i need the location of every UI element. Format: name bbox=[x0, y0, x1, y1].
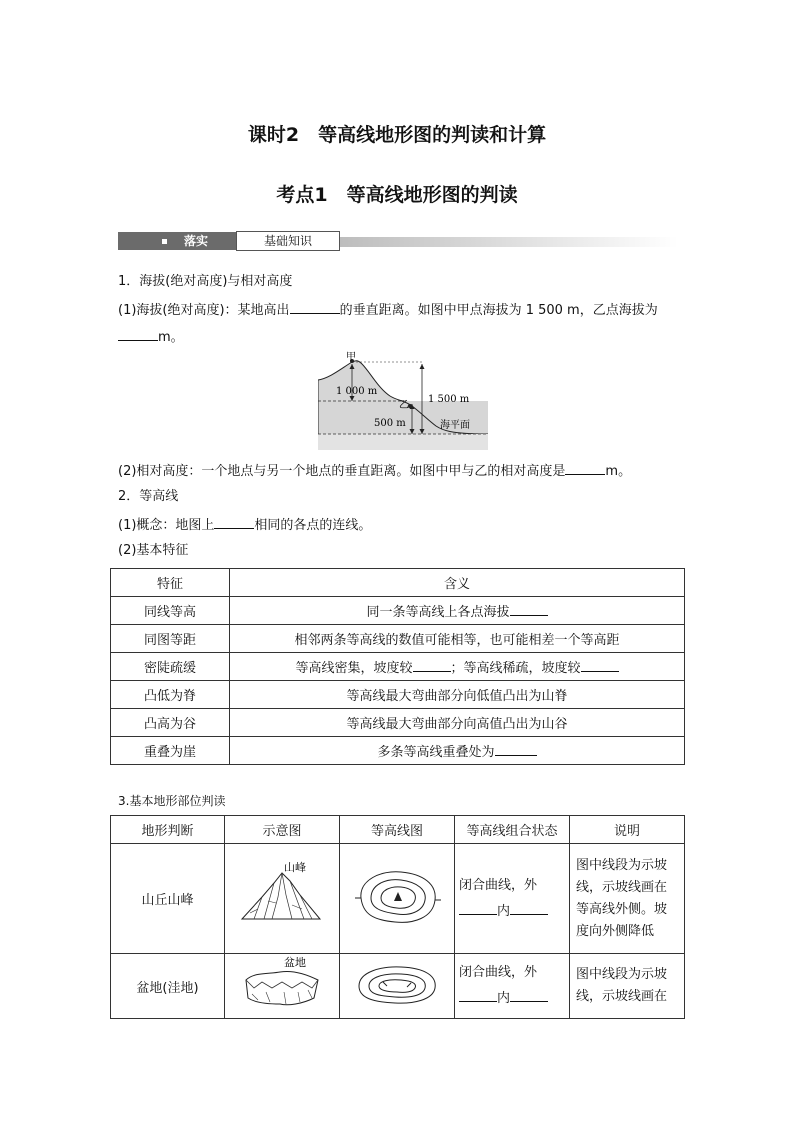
note-line: 等高线外侧。坡 bbox=[576, 901, 668, 917]
sketch-label: 盆地 bbox=[284, 956, 306, 969]
note-line: 图中线段为示坡 bbox=[576, 857, 668, 873]
sketch-cell bbox=[225, 844, 340, 954]
table-row bbox=[111, 954, 685, 1019]
note-line: 度向外侧降低 bbox=[576, 923, 655, 939]
meaning-text: 同一条等高线上各点海拔 bbox=[366, 605, 510, 620]
peak-contour-map bbox=[347, 862, 447, 932]
concept-text-b: 相同的各点的连线。 bbox=[254, 518, 372, 533]
note-line: 线，示坡线画在 bbox=[576, 989, 668, 1004]
answer-blank bbox=[510, 988, 548, 1002]
topic-title: 考点1 等高线地形图的判读 bbox=[276, 184, 518, 206]
answer-blank bbox=[459, 901, 497, 915]
feature-cell: 重叠为崖 bbox=[111, 737, 230, 765]
state-cell bbox=[455, 844, 570, 954]
mountain-peak-sketch bbox=[232, 857, 332, 937]
section-banner bbox=[118, 231, 678, 251]
feature-cell: 凸高为谷 bbox=[111, 709, 230, 737]
meaning-text: 多条等高线重叠处为 bbox=[377, 745, 495, 760]
banner-gradient-bar bbox=[340, 237, 678, 247]
label-1000m: 1 000 m bbox=[336, 386, 378, 397]
answer-blank bbox=[565, 461, 605, 475]
basin-sketch bbox=[232, 954, 332, 1014]
table-header: 等高线图 bbox=[340, 816, 455, 844]
note-line: 线，示坡线画在 bbox=[576, 879, 668, 895]
feature-cell: 同线等高 bbox=[111, 597, 230, 625]
banner-tag bbox=[118, 232, 236, 250]
table-row bbox=[111, 681, 685, 709]
answer-blank bbox=[290, 300, 340, 314]
table-header: 地形判断 bbox=[111, 816, 225, 844]
feature-cell: 同图等距 bbox=[111, 625, 230, 653]
terrain-cell: 盆地(洼地) bbox=[111, 954, 225, 1019]
sketch-cell bbox=[225, 954, 340, 1019]
banner-tag-label: 落实 bbox=[184, 234, 209, 248]
altitude-figure bbox=[318, 350, 488, 450]
contour-cell bbox=[340, 954, 455, 1019]
note-cell bbox=[570, 844, 685, 954]
concept-text-a: (1)概念：地图上 bbox=[118, 518, 215, 533]
answer-blank bbox=[510, 602, 548, 616]
label-1500m: 1 500 m bbox=[428, 394, 470, 405]
state-text: 内 bbox=[497, 903, 511, 919]
meaning-cell bbox=[230, 597, 685, 625]
p2-text-a: (2)相对高度：一个地点与另一个地点的垂直距离。如图中甲与乙的相对高度是 bbox=[118, 464, 566, 479]
section2-paragraph1 bbox=[118, 515, 371, 535]
table-row bbox=[111, 709, 685, 737]
answer-blank bbox=[495, 742, 537, 756]
table-row bbox=[111, 625, 685, 653]
square-bullet-icon bbox=[162, 239, 167, 244]
p1-text-c: m。 bbox=[158, 330, 184, 345]
section2-paragraph2: (2)基本特征 bbox=[118, 543, 189, 558]
feature-cell: 密陡疏缓 bbox=[111, 653, 230, 681]
table-header: 说明 bbox=[570, 816, 685, 844]
table-row bbox=[111, 653, 685, 681]
contour-features-table bbox=[110, 568, 685, 765]
note-cell bbox=[570, 954, 685, 1019]
meaning-text: 等高线密集，坡度较 bbox=[295, 661, 413, 676]
table-header: 含义 bbox=[230, 569, 685, 597]
section1-paragraph1 bbox=[118, 300, 658, 320]
peak-triangle-icon bbox=[394, 892, 402, 901]
label-yi: 乙 bbox=[399, 400, 409, 411]
section2-heading: 2．等高线 bbox=[118, 489, 179, 504]
section1-heading: 1．海拔(绝对高度)与相对高度 bbox=[118, 274, 293, 289]
label-jia: 甲 bbox=[346, 352, 356, 363]
table-row bbox=[111, 597, 685, 625]
meaning-cell: 等高线最大弯曲部分向低值凸出为山脊 bbox=[230, 681, 685, 709]
section1-paragraph2 bbox=[118, 461, 631, 481]
answer-blank bbox=[413, 658, 451, 672]
meaning-cell: 等高线最大弯曲部分向高值凸出为山谷 bbox=[230, 709, 685, 737]
basin-contour-map bbox=[347, 956, 447, 1012]
p1-text-a: (1)海拔(绝对高度)：某地高出 bbox=[118, 303, 290, 318]
banner-box-label: 基础知识 bbox=[236, 231, 340, 251]
answer-blank bbox=[510, 901, 548, 915]
contour-cell bbox=[340, 844, 455, 954]
p1-text-b: 的垂直距离。如图中甲点海拔为 1 500 m，乙点海拔为 bbox=[339, 303, 658, 318]
terrain-table bbox=[110, 815, 685, 1019]
answer-blank bbox=[118, 327, 158, 341]
state-text: 内 bbox=[497, 991, 511, 1006]
answer-blank bbox=[459, 988, 497, 1002]
answer-blank bbox=[581, 658, 619, 672]
meaning-cell bbox=[230, 653, 685, 681]
lesson-title: 课时2 等高线地形图的判读和计算 bbox=[247, 124, 547, 146]
label-sea-level: 海平面 bbox=[440, 420, 470, 431]
section1-paragraph1-cont bbox=[118, 327, 184, 347]
table-row bbox=[111, 844, 685, 954]
table-row bbox=[111, 737, 685, 765]
terrain-cell: 山丘山峰 bbox=[111, 844, 225, 954]
state-cell bbox=[455, 954, 570, 1019]
state-text: 闭合曲线，外 bbox=[459, 965, 538, 980]
table-header: 特征 bbox=[111, 569, 230, 597]
p2-text-b: m。 bbox=[605, 464, 632, 479]
answer-blank bbox=[214, 515, 254, 529]
meaning-cell bbox=[230, 737, 685, 765]
meaning-text: ；等高线稀疏，坡度较 bbox=[450, 661, 581, 676]
table-header: 示意图 bbox=[225, 816, 340, 844]
sketch-label: 山峰 bbox=[284, 860, 306, 874]
table-header: 等高线组合状态 bbox=[455, 816, 570, 844]
meaning-cell: 相邻两条等高线的数值可能相等，也可能相差一个等高距 bbox=[230, 625, 685, 653]
section3-heading: 3.基本地形部位判读 bbox=[118, 794, 226, 808]
note-line: 图中线段为示坡 bbox=[576, 967, 668, 982]
label-500m: 500 m bbox=[374, 418, 406, 429]
state-text: 闭合曲线，外 bbox=[459, 877, 538, 893]
feature-cell: 凸低为脊 bbox=[111, 681, 230, 709]
